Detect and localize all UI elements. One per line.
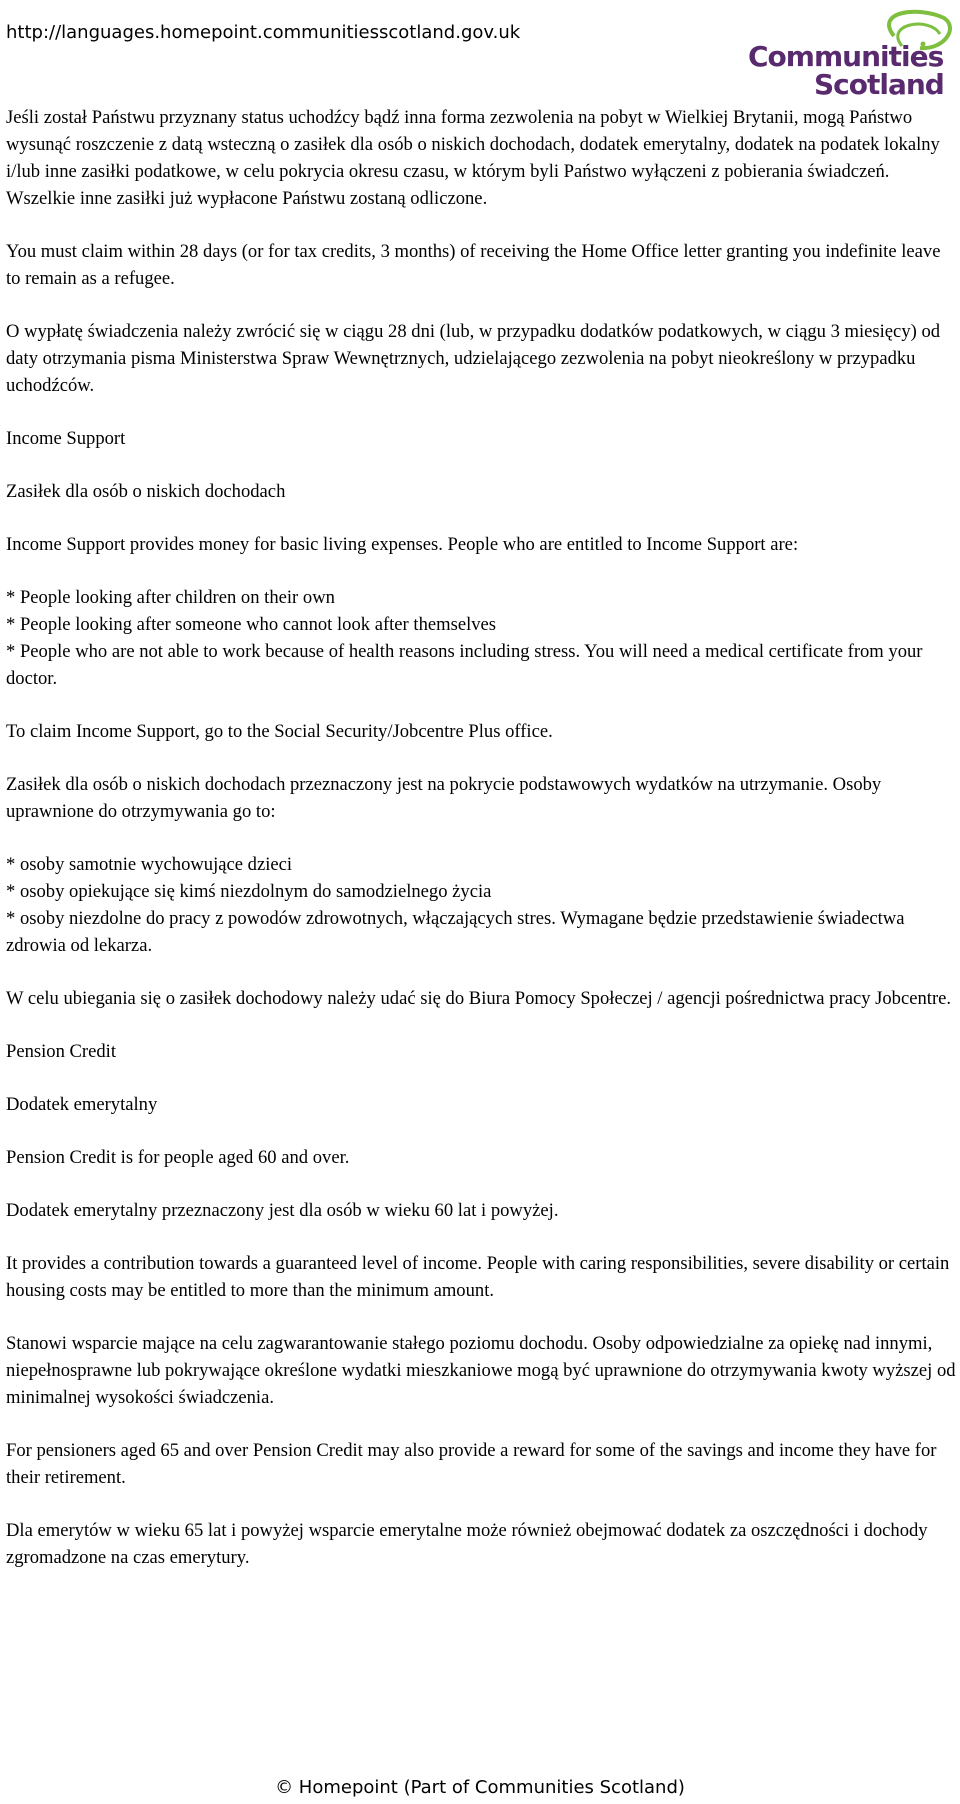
list-item: * People looking after children on their own: [6, 587, 335, 608]
document-body: [6, 104, 956, 1597]
list-item: * osoby opiekujące się kimś niezdolnym do samodzielnego życia: [6, 881, 492, 902]
paragraph: Zasiłek dla osób o niskich dochodach przeznaczony jest na pokrycie podstawowych wydatków na utrzymanie. Osoby uprawnione do otrzymywania go to:: [6, 774, 882, 822]
paragraph: W celu ubiegania się o zasiłek dochodowy należy udać się do Biura Pomocy Społeczej / agencji pośrednictwa pracy Jobcentre.: [6, 988, 952, 1009]
paragraph: Stanowi wsparcie mające na celu zagwarantowanie stałego poziomu dochodu. Osoby odpowiedzialne za opiekę nad innymi, niepełnosprawne lub pokrywające określone wydatki mieszkaniowe mogą być uprawnione do otrzymywania kwoty wyższej od minimalnej wysokości świadczenia.: [6, 1333, 956, 1408]
footer-copyright: © Homepoint (Part of Communities Scotland): [275, 1777, 685, 1798]
section-heading: Income Support: [6, 428, 126, 449]
paragraph: It provides a contribution towards a guaranteed level of income. People with caring responsibilities, severe disability or certain housing costs may be entitled to more than the minimum amount.: [6, 1253, 950, 1301]
section-heading: Dodatek emerytalny: [6, 1094, 158, 1115]
bullet-list-pl: [6, 851, 956, 959]
paragraph: You must claim within 28 days (or for tax credits, 3 months) of receiving the Home Office letter granting you indefinite leave to remain as a refugee.: [6, 241, 941, 289]
page-url: http://languages.homepoint.communitiesscotland.gov.uk: [6, 22, 521, 43]
list-item: * People who are not able to work because of health reasons including stress. You will need a medical certificate from your doctor.: [6, 641, 923, 689]
logo-text-communities: Communities: [748, 40, 944, 73]
list-item: * osoby samotnie wychowujące dzieci: [6, 854, 293, 875]
paragraph: Jeśli został Państwu przyznany status uchodźcy bądź inna forma zezwolenia na pobyt w Wielkiej Brytanii, mogą Państwo wysunąć roszczenie z datą wsteczną o zasiłek dla osób o niskich dochodach, dodatek emerytalny, dodatek na podatek lokalny i/lub inne zasiłki podatkowe, w celu pokrycia okresu czasu, w którym byli Państwo wyłączeni z pobierania świadczeń. Wszelkie inne zasiłki już wypłacone Państwu zostaną odliczone.: [6, 107, 940, 209]
list-item: * osoby niezdolne do pracy z powodów zdrowotnych, włączających stres. Wymagane będzie przedstawienie świadectwa zdrowia od lekarza.: [6, 908, 905, 956]
communities-scotland-logo: [744, 6, 954, 101]
bullet-list-en: [6, 584, 956, 692]
section-heading: Zasiłek dla osób o niskich dochodach: [6, 481, 286, 502]
section-heading: Pension Credit: [6, 1041, 117, 1062]
paragraph: For pensioners aged 65 and over Pension Credit may also provide a reward for some of the savings and income they have for their retirement.: [6, 1440, 937, 1488]
logo-text-scotland: Scotland: [814, 68, 944, 101]
paragraph: Dodatek emerytalny przeznaczony jest dla osób w wieku 60 lat i powyżej.: [6, 1200, 559, 1221]
paragraph: To claim Income Support, go to the Social Security/Jobcentre Plus office.: [6, 721, 553, 742]
paragraph: Income Support provides money for basic living expenses. People who are entitled to Income Support are:: [6, 534, 799, 555]
list-item: * People looking after someone who cannot look after themselves: [6, 614, 497, 635]
paragraph: Dla emerytów w wieku 65 lat i powyżej wsparcie emerytalne może również obejmować dodatek za oszczędności i dochody zgromadzone na czas emerytury.: [6, 1520, 928, 1568]
paragraph: Pension Credit is for people aged 60 and over.: [6, 1147, 350, 1168]
paragraph: O wypłatę świadczenia należy zwrócić się w ciągu 28 dni (lub, w przypadku dodatków podatkowych, w ciągu 3 miesięcy) od daty otrzymania pisma Ministerstwa Spraw Wewnętrznych, udzielającego zezwolenia na pobyt nieokreślony w przypadku uchodźców.: [6, 321, 941, 396]
